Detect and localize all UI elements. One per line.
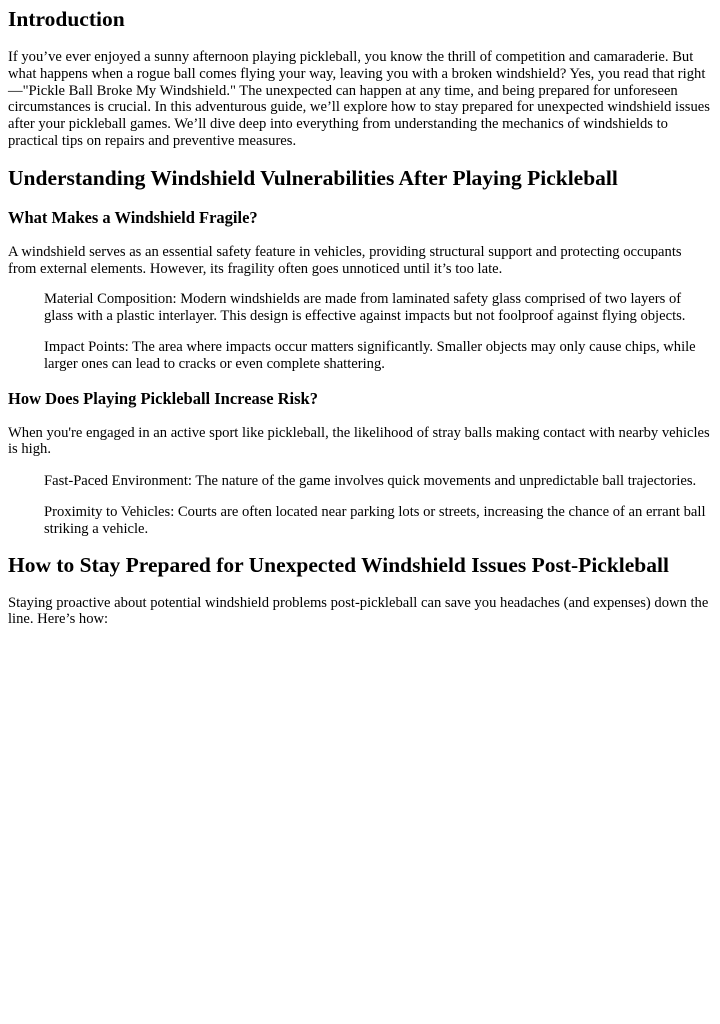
list-item: Proximity to Vehicles: Courts are often located near parking lots or streets, increasing the chance of an errant ball striking a vehicle. (44, 503, 706, 537)
prepared-heading: How to Stay Prepared for Unexpected Windshield Issues Post-Pickleball (8, 552, 669, 577)
prepared-paragraph: Staying proactive about potential windshield problems post-pickleball can save you headaches (and expenses) down the line. Here’s how: (8, 594, 709, 628)
list-item: Material Composition: Modern windshields are made from laminated safety glass comprised of two layers of glass with a plastic interlayer. This design is effective against impacts but not foolproof against flying objects. (44, 291, 686, 325)
risk-list (8, 473, 712, 537)
understanding-heading: Understanding Windshield Vulnerabilities After Playing Pickleball (8, 165, 618, 190)
list-item: Impact Points: The area where impacts occur matters significantly. Smaller objects may only cause chips, while larger ones can lead to cracks or even complete shattering. (44, 338, 696, 372)
list-item: Fast-Paced Environment: The nature of the game involves quick movements and unpredictable ball trajectories. (44, 473, 697, 490)
article (0, 7, 712, 628)
fragile-paragraph: A windshield serves as an essential safety feature in vehicles, providing structural support and protecting occupants from external elements. However, its fragility often goes unnoticed until it’s too late. (8, 243, 682, 277)
introduction-paragraph: If you’ve ever enjoyed a sunny afternoon playing pickleball, you know the thrill of competition and camaraderie. But what happens when a rogue ball comes flying your way, leaving you with a broken windshield? Yes, you read that right—"Pickle Ball Broke My Windshield." The unexpected can happen at any time, and being prepared for unforeseen circumstances is crucial. In this adventurous guide, we’ll explore how to stay prepared for unexpected windshield issues after your pickleball games. We’ll dive deep into everything from understanding the mechanics of windshields to practical tips on repairs and preventive measures. (8, 49, 710, 149)
risk-subheading: How Does Playing Pickleball Increase Risk? (8, 388, 318, 408)
introduction-heading: Introduction (8, 7, 125, 31)
fragile-subheading: What Makes a Windshield Fragile? (8, 207, 258, 227)
fragile-list (8, 291, 712, 372)
risk-paragraph: When you're engaged in an active sport like pickleball, the likelihood of stray balls making contact with nearby vehicles is high. (8, 424, 710, 458)
